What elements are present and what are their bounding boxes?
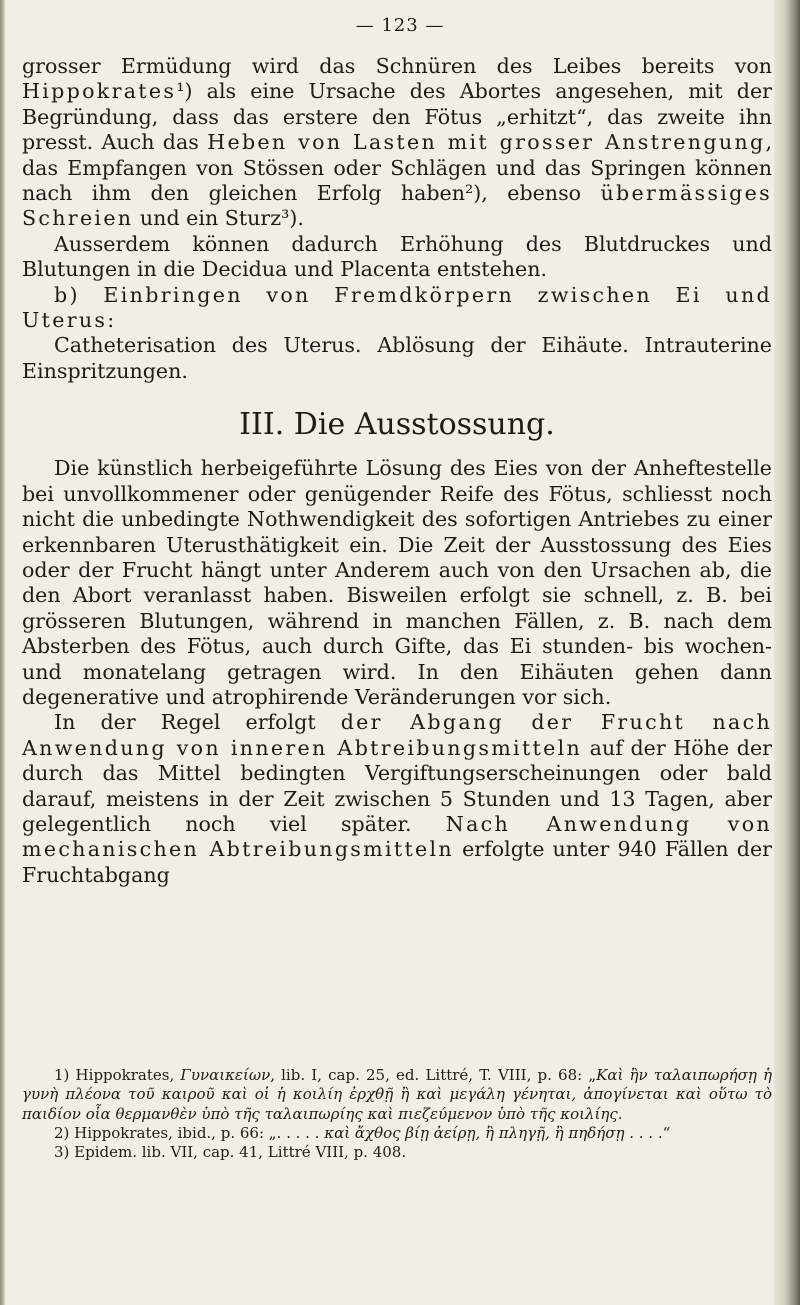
emphasis-abgang: der Abgang der Frucht nach Anwendung von inneren Abtreibungsmitteln (22, 710, 773, 760)
footnote-3: 3) Epidem. lib. VII, cap. 41, Littré VIII, p. 408. (54, 1143, 407, 1162)
paragraph-2: Ausserdem können dadurch Erhöhung des Blutdruckes und Blutungen in die Decidua und Placenta entstehen. (22, 231, 772, 282)
emphasis-mechanisch: Nach Anwendung von mechanischen Abtreibungsmitteln (22, 811, 772, 862)
section-heading: III. Die Ausstossung. (239, 407, 555, 443)
paragraph-4: Die künstlich herbeigeführte Lösung des Eies von der Anheftestelle bei unvollkommener oder genügender Reife des Fötus, schliesst noch nicht die unbedingte Nothwendigkeit des sofortigen Antriebes zu einer erkennbaren Uterusthätigkeit ein. Die Zeit der Ausstossung des Eies oder der Frucht hängt unter Anderem auch von den Ursachen ab, die den Abort veranlasst haben. Bisweilen erfolgt sie schnell, z. B. bei grösseren Blutungen, während in manchen Fällen, z. B. nach dem Absterben des Fötus, auch durch Gifte, das Ei stunden- bis wochen- und monatelang getragen wird. In den Eihäuten gehen dann degenerative und atrophirende Veränderungen vor sich. (22, 456, 772, 709)
footnotes (22, 1066, 772, 1162)
page-left-edge (0, 0, 5, 1305)
paragraph-3: Catheterisation des Uterus. Ablösung der Eihäute. Intrauterine Einspritzungen. (22, 333, 772, 383)
body-text (22, 54, 772, 888)
author-name: Hippokrates (22, 79, 177, 104)
subsection-b: b) Einbringen von Fremdkörpern zwischen Ei und Uterus: (22, 282, 772, 333)
footnote-2: 2) Hippokrates, ibid., p. 66: „. . . . . καὶ ἄχθος βίῃ ἀείρῃ, ἢ πληγῇ, ἢ πηδήσῃ . . . .“ (54, 1123, 671, 1142)
emphasis-schreien: übermässiges Schreien (22, 181, 772, 231)
paragraph-5: In der Regel erfolgt der Abgang der Frucht nach Anwendung von inneren Abtreibungsmitteln auf der Höhe der durch das Mittel bedingten Vergiftungserscheinungen oder bald darauf, meistens in der Zeit zwischen 5 Stunden und 13 Tagen, aber gelegentlich noch viel später. Nach Anwendung von mechanischen Abtreibungsmitteln erfolgte unter 940 Fällen der Fruchtabgang (22, 710, 773, 887)
page-number: — 123 — (355, 15, 445, 36)
paragraph-1: grosser Ermüdung wird das Schnüren des Leibes bereits von Hippokrates¹) als eine Ursache des Abortes angesehen, mit der Begründung, dass das erstere den Fötus „erhitzt“, das zweite ihn presst. Auch das Heben von Lasten mit grosser Anstrengung, das Empfangen von Stössen oder Schlägen und das Springen können nach ihm den gleichen Erfolg haben²), ebenso übermässiges Schreien und ein Sturz³). (22, 54, 772, 231)
page-right-edge (774, 0, 800, 1305)
emphasis-heben: Heben von Lasten mit grosser Anstrengung (207, 130, 766, 155)
footnote-1: 1) Hippokrates, Γυναικείων, lib. I, cap. 25, ed. Littré, T. VIII, p. 68: „Καὶ ἢν ταλαιπωρήσῃ ἡ γυνὴ πλέονα τοῦ καιροῦ καὶ οἱ ἡ κοιλίη ἐρχθῇ ἢ καὶ μεγάλη γένηται, ἀπογίνεται καὶ οὕτω τὸ παιδίον οἷα θερμανθὲν ὑπὸ τῆς ταλαιπωρίης καὶ πιεζεύμενον ὑπὸ τῆς κοιλίης. (22, 1066, 772, 1123)
